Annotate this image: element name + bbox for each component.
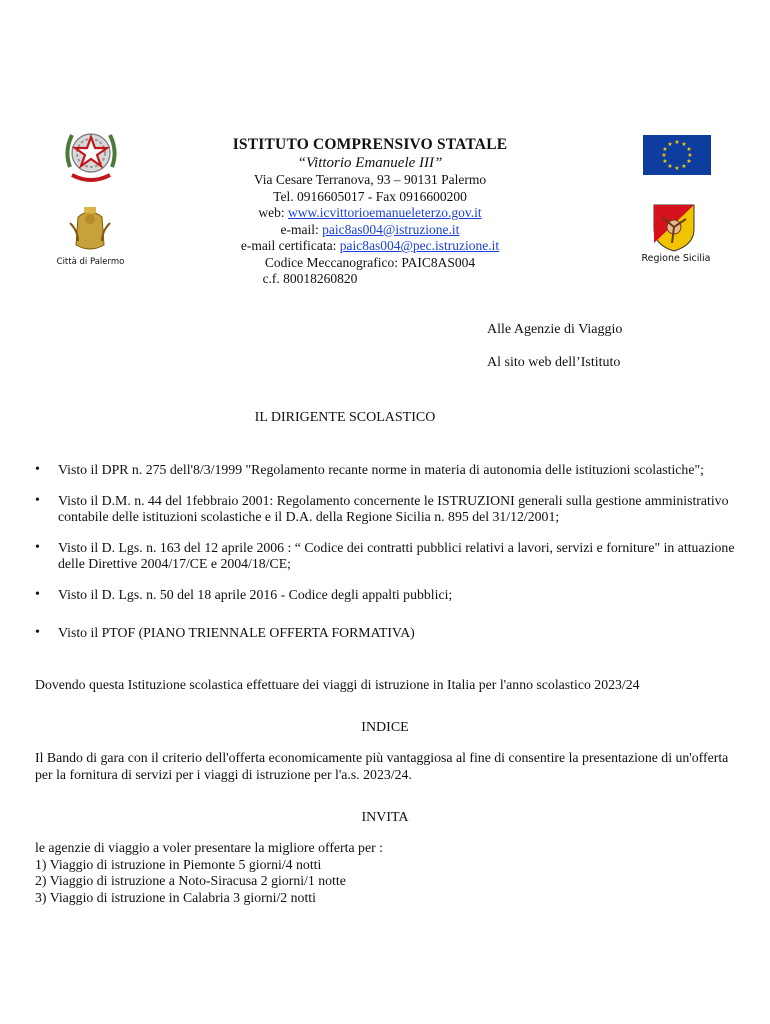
svg-text:★: ★ (667, 163, 673, 170)
svg-text:★: ★ (681, 141, 687, 148)
list-item: • Visto il PTOF (PIANO TRIENNALE OFFERTA FORMATIVA) (35, 625, 740, 642)
list-item: 1) Viaggio di istruzione in Piemonte 5 giorni/4 notti (35, 856, 322, 872)
svg-text:★: ★ (662, 158, 668, 165)
institute-email (0, 222, 770, 239)
svg-text:★: ★ (686, 158, 692, 165)
svg-text:★: ★ (686, 146, 692, 153)
recipient-agenzie: Alle Agenzie di Viaggio (487, 322, 623, 337)
institute-subtitle: “Vittorio Emanuele III” (297, 155, 443, 171)
list-item: • Visto il DPR n. 275 dell'8/3/1999 "Regolamento recante norme in materia di autonomia delle istituzioni scolastiche"; (35, 462, 740, 479)
institute-cf: c.f. 80018260820 (262, 271, 358, 286)
list-item: 3) Viaggio di istruzione in Calabria 3 giorni/2 notti (35, 889, 316, 905)
pec-link[interactable]: paic8as004@pec.istruzione.it (339, 238, 500, 253)
palermo-logo-label: Città di Palermo (56, 257, 125, 267)
svg-text:★: ★ (681, 163, 687, 170)
institute-codice: Codice Meccanografico: PAIC8AS004 (264, 254, 476, 270)
web-link[interactable]: www.icvittorioemanueleterzo.gov.it (288, 205, 482, 220)
svg-text:★: ★ (662, 146, 668, 153)
bando-paragraph: Il Bando di gara con il criterio dell'offerta economicamente più vantaggiosa al fine di consentire la presentazione di un'offerta per la fornitura di servizi per i viaggi di istruzione per l'a.s. 2023/24. (35, 750, 729, 782)
svg-text:★: ★ (687, 152, 693, 159)
institute-header (0, 136, 770, 288)
institute-phone: Tel. 0916605017 - Fax 0916600200 (273, 188, 467, 204)
list-item: • Visto il D.M. n. 44 del 1febbraio 2001: Regolamento concernente le ISTRUZIONI generali sulla gestione amministrativo contabile delle istituzioni scolastiche e il D.A. della Regione Sicilia n. 895 del 31/12/2001; (35, 493, 740, 526)
dirigente-heading: IL DIRIGENTE SCOLASTICO (254, 410, 436, 425)
list-item: • Visto il D. Lgs. n. 50 del 18 aprile 2016 - Codice degli appalti pubblici; (35, 587, 740, 604)
institute-web (0, 205, 770, 222)
email-link[interactable]: paic8as004@istruzione.it (322, 221, 460, 237)
invita-heading: INVITA (361, 810, 409, 825)
invite-list (35, 840, 740, 906)
list-item: • Visto il D. Lgs. n. 163 del 12 aprile 2006 : “ Codice dei contratti pubblici relativi a lavori, servizi e forniture" in attuazione delle Direttive 2004/17/CE e 2004/18/CE; (35, 540, 740, 573)
visto-list (35, 462, 740, 656)
institute-address: Via Cesare Terranova, 93 – 90131 Palermo (253, 172, 487, 187)
list-item: 2) Viaggio di istruzione a Noto-Siracusa 2 giorni/1 notte (35, 873, 346, 888)
institute-title: ISTITUTO COMPRENSIVO STATALE (232, 136, 508, 153)
regione-sicilia-label: Regione Sicilia (641, 253, 711, 264)
email-label: e-mail: (280, 221, 323, 237)
recipient-sito: Al sito web dell’Istituto (487, 355, 621, 370)
web-label: web: (258, 205, 289, 220)
institute-pec (0, 238, 770, 255)
svg-text:★: ★ (674, 165, 680, 172)
indice-heading: INDICE (361, 720, 409, 735)
svg-text:★: ★ (667, 141, 673, 148)
pec-label: e-mail certificata: (240, 238, 340, 253)
invite-intro: le agenzie di viaggio a voler presentare la migliore offerta per : (35, 840, 383, 855)
recipients (487, 322, 622, 388)
svg-text:★: ★ (661, 152, 667, 159)
svg-text:★: ★ (674, 139, 680, 146)
dovendo-paragraph: Dovendo questa Istituzione scolastica effettuare dei viaggi di istruzione in Italia per l'anno scolastico 2023/24 (35, 677, 640, 692)
